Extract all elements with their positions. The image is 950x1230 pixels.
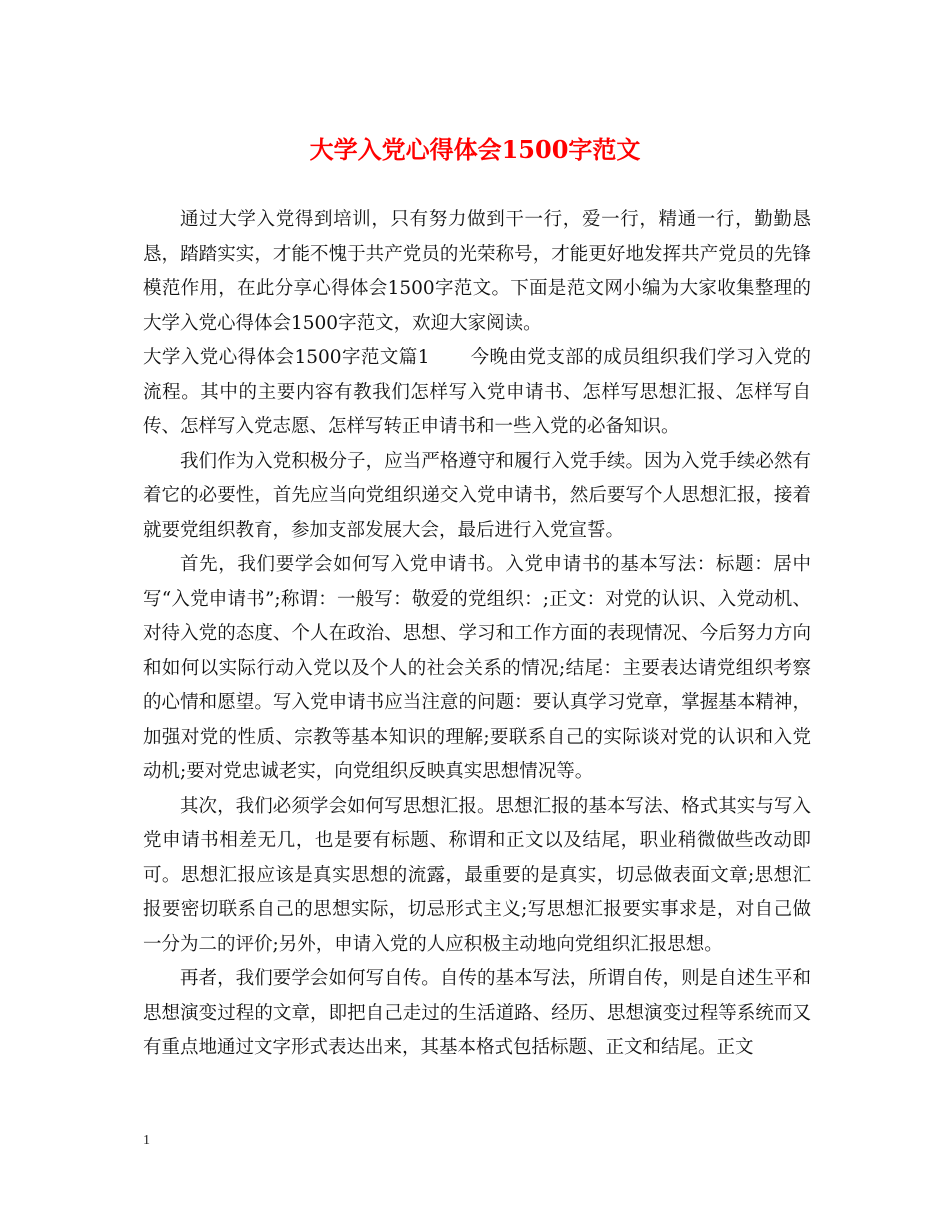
document-title: 大学入党心得体会1500字范文 (309, 135, 641, 164)
section-first-text: 今晚由党支部的成员组织我们学习入党的流程。其中的主要内容有教我们怎样写入党申请书、怎样写思想汇报、怎样写自传、怎样写入党志愿、怎样写转正申请书和一些入党的必备知识。 (143, 347, 811, 437)
body-paragraph: 再者，我们要学会如何写自传。自传的基本写法，所谓自传，则是自述生平和思想演变过程的文章，即把自己走过的生活道路、经历、思想演变过程等系统而又有重点地通过文字形式表达出来，其基本格式包括标题、正文和结尾。正文 (143, 968, 811, 1058)
page-number: 1 (143, 1133, 150, 1148)
intro-paragraph: 通过大学入党得到培训，只有努力做到干一行，爱一行，精通一行，勤勤恳恳，踏踏实实，才能不愧于共产党员的光荣称号，才能更好地发挥共产党员的先锋模范作用，在此分享心得体会1500字范文。下面是范文网小编为大家收集整理的大学入党心得体会1500字范文，欢迎大家阅读。 (143, 209, 811, 334)
section-first-paragraph (143, 341, 811, 445)
body-paragraph: 其次，我们必须学会如何写思想汇报。思想汇报的基本写法、格式其实与写入党申请书相差无几，也是要有标题、称谓和正文以及结尾，职业稍微做些改动即可。思想汇报应该是真实思想的流露，最重要的是真实，切忌做表面文章;思想汇报要密切联系自己的思想实际，切忌形式主义;写思想汇报要实事求是，对自己做一分为二的评价;另外，申请入党的人应积极主动地向党组织汇报思想。 (143, 795, 811, 955)
body-paragraph: 首先，我们要学会如何写入党申请书。入党申请书的基本写法：标题：居中写“入党申请书”;称谓：一般写：敬爱的党组织：;正文：对党的认识、入党动机、对待入党的态度、个人在政治、思想、学习和工作方面的表现情况、今后努力方向和如何以实际行动入党以及个人的社会关系的情况;结尾：主要表达请党组织考察的心情和愿望。写入党申请书应当注意的问题：要认真学习党章，掌握基本精神，加强对党的性质、宗教等基本知识的理解;要联系自己的实际谈对党的认识和入党动机;要对党忠诚老实，向党组织反映真实思想情况等。 (143, 554, 811, 782)
document-body (143, 203, 811, 1066)
section-heading: 大学入党心得体会1500字范文篇1 (143, 347, 430, 368)
body-paragraph: 我们作为入党积极分子，应当严格遵守和履行入党手续。因为入党手续必然有着它的必要性，首先应当向党组织递交入党申请书，然后要写个人思想汇报，接着就要党组织教育，参加支部发展大会，最后进行入党宣誓。 (143, 450, 811, 541)
